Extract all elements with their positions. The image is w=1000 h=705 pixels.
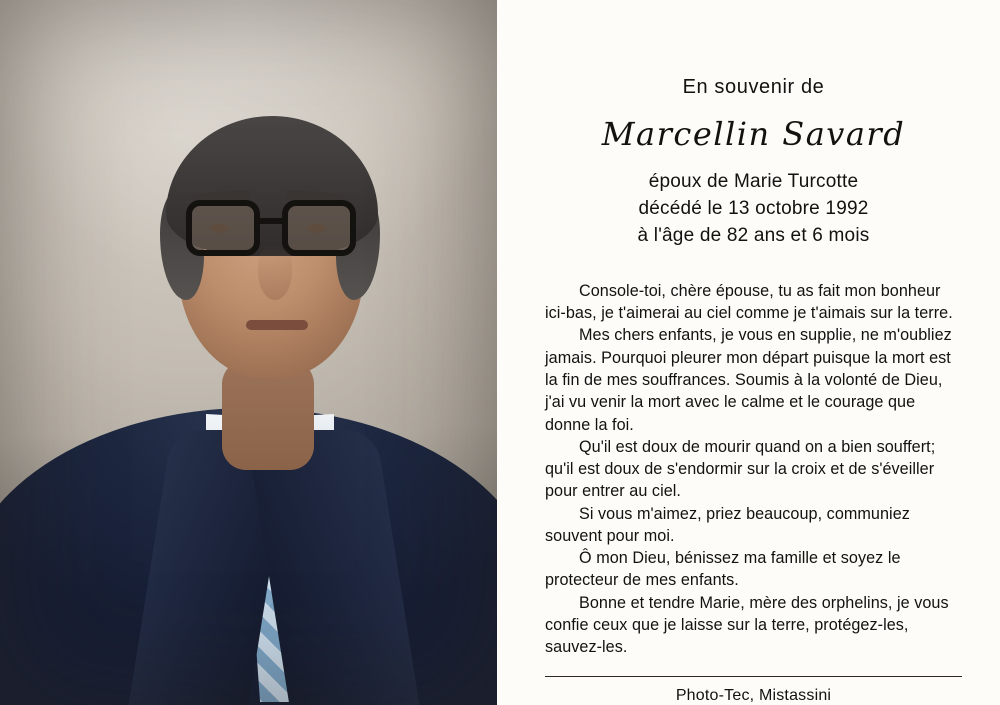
spouse-line: époux de Marie Turcotte [648, 171, 859, 192]
in-memory-of-line: En souvenir de [682, 76, 825, 98]
prayer-text [545, 280, 962, 659]
deceased-name: Marcellin Savard [601, 115, 906, 153]
mouth [246, 320, 308, 330]
portrait-photo [0, 0, 497, 705]
portrait-subject [0, 0, 497, 705]
credit-divider [545, 676, 962, 677]
eyeglass-lens-left [186, 200, 260, 256]
eyeglass-lens-right [282, 200, 356, 256]
prayer-paragraph: Qu'il est doux de mourir quand on a bien souffert; qu'il est doux de s'endormir sur la croix et de s'éveiller pour entrer au ciel. [545, 437, 936, 501]
memorial-text-panel [497, 0, 1000, 705]
nose [258, 244, 292, 300]
age-line: à l'âge de 82 ans et 6 mois [637, 224, 870, 246]
prayer-paragraph: Si vous m'aimez, priez beaucoup, communiez souvent pour moi. [545, 504, 910, 545]
prayer-paragraph: Console-toi, chère épouse, tu as fait mon bonheur ici-bas, je t'aimerai au ciel comme je t'aimais sur la terre. [545, 281, 953, 323]
death-date-line: décédé le 13 octobre 1992 [638, 197, 869, 219]
photo-credit: Photo-Tec, Mistassini [675, 687, 832, 705]
prayer-paragraph: Bonne et tendre Marie, mère des orphelins, je vous confie ceux que je laisse sur la terre, protégez-les, sauvez-les. [545, 593, 949, 657]
prayer-paragraph: Mes chers enfants, je vous en supplie, ne m'oubliez jamais. Pourquoi pleurer mon départ puisque la mort est la fin de mes souffrances. Soumis à la volonté de Dieu, j'ai vu venir la mort avec le calme et le courage que donne la foi. [545, 326, 952, 434]
prayer-paragraph: Ô mon Dieu, bénissez ma famille et soyez le protecteur de mes enfants. [545, 549, 901, 590]
